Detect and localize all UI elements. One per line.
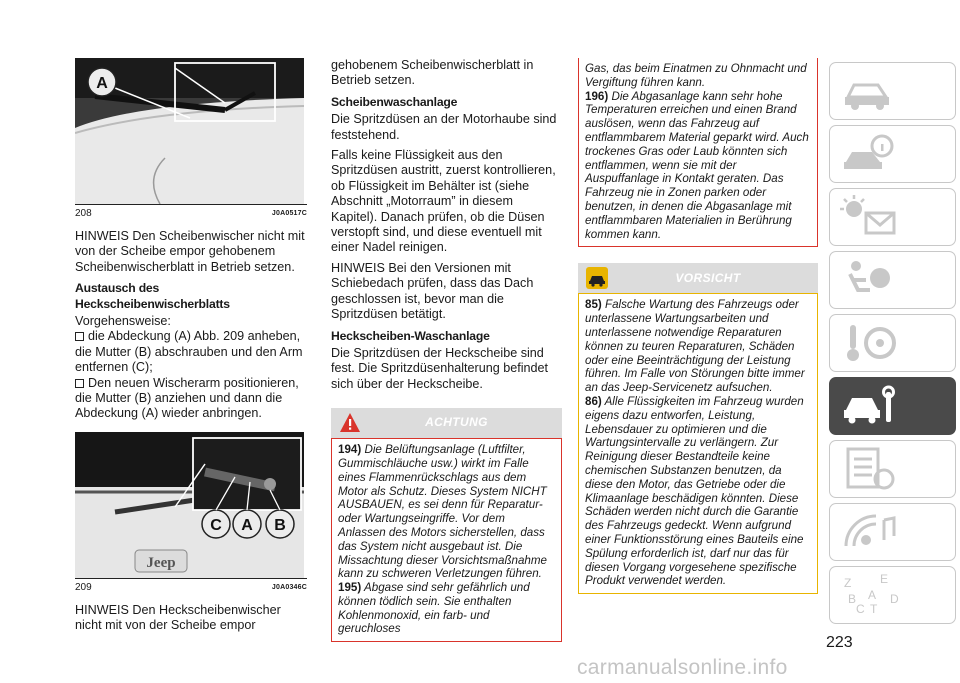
jeep-badge: Jeep (146, 554, 176, 571)
note-rear-wiper: HINWEIS Den Heckscheibenwischer nicht mit von der Scheibe empor (75, 602, 281, 633)
warning-box-continued (578, 58, 818, 247)
warning-195 (338, 581, 555, 636)
caution-title: VORSICHT (675, 270, 741, 285)
callout-a: A (96, 75, 108, 92)
car-info-icon (840, 132, 900, 176)
index-letter-c: C (856, 602, 865, 616)
warning-header (331, 408, 562, 438)
heading-rear-wiper-blade: Austausch des Heckscheibenwischerblatts (75, 281, 230, 311)
caution-85-number: 85) (585, 298, 602, 312)
index-letter-d: D (890, 592, 899, 606)
warning-lights-icon (840, 195, 900, 239)
caution-85 (585, 298, 811, 395)
multimedia-icon (840, 510, 900, 554)
warning-title: ACHTUNG (425, 415, 488, 430)
warning-196-number: 196) (585, 89, 609, 103)
index-letter-t: T (870, 602, 878, 616)
caution-car-icon (586, 267, 608, 289)
warning-triangle-icon (339, 412, 361, 434)
warning-194-text: Die Belüftungsanlage (Luftfilter, Gummischläuche usw.) wirkt im Falle eines Flammenrückschlags aus dem Motor als Schutz. Dieses System NICHT AUSBAUEN, es sei denn für Reparatur- oder Wartungseingriffe. Vor dem Anlassen des Motors sicherstellen, dass das System nicht ausgebaut ist. Die Missachtung dieser Vorsichtsmaßnahme kann zu schweren Verletzungen führen. (338, 443, 547, 581)
caution-header (578, 263, 818, 293)
figure-208-number: 208 (75, 208, 92, 220)
list-item-1 (75, 329, 307, 375)
caution-box (578, 293, 818, 594)
column-3 (578, 58, 818, 594)
figure-208-code: J0A0517C (271, 210, 307, 218)
car-outline-icon (840, 69, 900, 113)
caution-86 (585, 395, 811, 588)
tab-starting-driving[interactable] (829, 314, 956, 372)
tab-multimedia[interactable] (829, 503, 956, 561)
warning-box (331, 438, 562, 642)
note-wiper: HINWEIS Den Scheibenwischer nicht mit von der Scheibe empor gehobenem Scheibenwischerblatt in Betrieb setzen. (75, 229, 305, 274)
caution-85-text: Falsche Wartung des Fahrzeugs oder unterlassene Wartungsarbeiten und unterlassene notwendige Reparaturen können zu teuren Reparaturen, Schäden oder eine Beeinträchtigung der Leistung führen. Im Falle von Störungen bitte immer an das Jeep-Servicenetz aufsuchen. (585, 298, 805, 395)
tab-vehicle-overview[interactable] (829, 62, 956, 120)
rear-washer-text: Die Spritzdüsen der Heckscheibe sind fest. Die Spritzdüsenhalterung befindet sich über der Heckscheibe. (331, 345, 549, 391)
warning-194 (338, 443, 555, 581)
tab-technical-data[interactable] (829, 440, 956, 498)
index-letter-e: E (880, 573, 889, 586)
warning-195-continued: Gas, das beim Einatmen zu Ohnmacht und Vergiftung führen kann. (585, 62, 807, 89)
list-item-2 (75, 376, 307, 422)
figure-209-number: 209 (75, 582, 92, 594)
steering-wheel-icon (840, 321, 900, 365)
index-letter-z: Z (844, 576, 852, 590)
callout-a2: A (241, 516, 253, 534)
tab-index[interactable] (829, 566, 956, 624)
tab-getting-to-know[interactable] (829, 125, 956, 183)
wiper-photo-208 (75, 58, 304, 204)
warning-194-number: 194) (338, 443, 362, 457)
caution-86-text: Alle Flüssigkeiten im Fahrzeug wurden eigens dazu entworfen, Leistung, Lebensdauer zu optimieren und die Wartungsintervalle zu verlängern. Zur Reinigung dieser Bestandteile keine chemischen Substanzen benutzen, da diese den Motor, das Getriebe oder die Klimaanlage beschädigen könnten. Diese Schäden werden nicht durch die Garantie des Fahrzeugs gedeckt. Wenn aufgrund einer Funktionsstörung eines Bauteils eine Spülung erforderlich ist, darf nur das für diesen Vorgang vorgesehene spezifische Produkt verwendet werden. (585, 394, 804, 588)
washer-text-1: Die Spritzdüsen an der Motorhaube sind feststehend. (331, 112, 557, 142)
figure-209-code: J0A0346C (271, 584, 307, 592)
washer-note: HINWEIS Bei den Versionen mit Schiebedach prüfen, dass das Dach geschlossen ist, bevor man die Spritzdüsen betätigt. (331, 260, 534, 322)
warning-196 (585, 90, 811, 242)
column-2 (331, 58, 562, 642)
bullet-square-icon (75, 379, 84, 388)
procedure-label: Vorgehensweise: (75, 314, 171, 329)
warning-196-text: Die Abgasanlage kann sehr hohe Temperaturen erreichen und einen Brand auslösen, wenn das Fahrzeug auf entflammbarem Material geparkt wird. Auch trockenes Gras oder Laub könnten sich entflammen, wenn sie mit der Auspuffanlage in Kontakt geraten. Das Fahrzeug nie in Zonen parken oder benutzen, in denen die Abgasanlage mit entflammbaren Materialien in Berührung kommen kann. (585, 89, 809, 241)
car-wrench-icon (840, 384, 900, 428)
figure-209 (75, 432, 304, 578)
figure-209-caption (75, 578, 307, 595)
index-letter-b: B (848, 592, 857, 606)
technical-data-icon (840, 447, 900, 491)
wiper-photo-209 (75, 432, 304, 578)
list-item-2-text: Den neuen Wischerarm positionieren, die Mutter (B) anziehen und dann die Abdeckung (A) wieder anbringen. (75, 375, 299, 421)
figure-208-caption (75, 204, 307, 221)
continued-text: gehobenem Scheibenwischerblatt in Betrieb setzen. (331, 58, 534, 88)
heading-washer: Scheibenwaschanlage (331, 94, 458, 109)
tab-warning-lights[interactable] (829, 188, 956, 246)
tab-servicing-maintenance[interactable] (829, 377, 956, 435)
bullet-square-icon (75, 332, 84, 341)
callout-c: C (210, 516, 222, 534)
column-1 (75, 58, 307, 639)
callout-b: B (274, 516, 286, 534)
warning-195-text: Abgase sind sehr gefährlich und können tödlich sein. Sie enthalten Kohlenmonoxid, ein farb- und geruchloses (338, 581, 530, 636)
tab-safety[interactable] (829, 251, 956, 309)
figure-208 (75, 58, 304, 204)
caution-86-number: 86) (585, 394, 602, 408)
page-number: 223 (826, 634, 853, 651)
index-letters-icon (840, 573, 940, 617)
warning-195-number: 195) (338, 581, 362, 595)
watermark: carmanualsonline.info (577, 656, 788, 679)
seat-airbag-icon (840, 258, 900, 302)
index-letter-a: A (868, 588, 877, 602)
heading-rear-washer: Heckscheiben-Waschanlage (331, 328, 490, 343)
washer-text-2: Falls keine Flüssigkeit aus den Spritzdüsen austritt, zuerst kontrollieren, ob Flüssigkeit im Behälter ist (siehe Abschnitt „Motorraum” in diesem Kapitel). Danach prüfen, ob die Düsen verstopft sind, und diese eventuell mit einer Nadel reinigen. (331, 148, 556, 255)
list-item-1-text: die Abdeckung (A) Abb. 209 anheben, die Mutter (B) abschrauben und den Arm entfernen (C); (75, 329, 303, 375)
